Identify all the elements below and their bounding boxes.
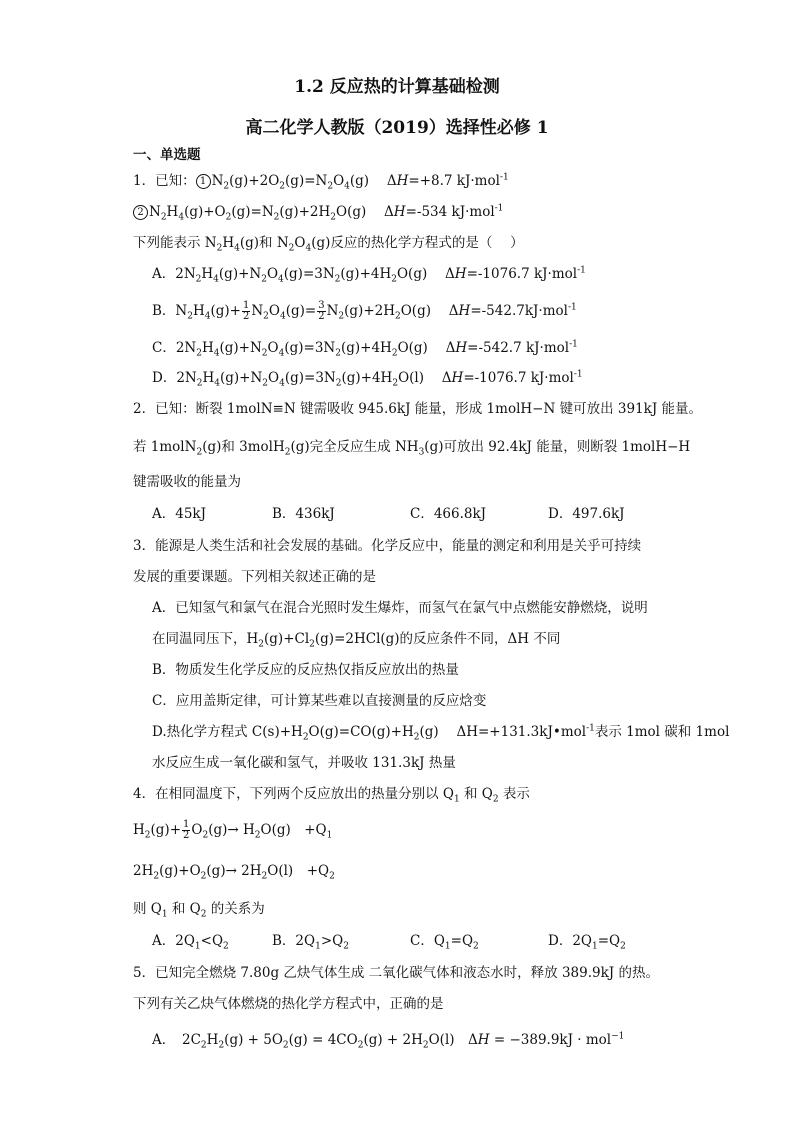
question-3-option-b[interactable]: B．物质发生化学反应的反应热仅指反应放出的热量 [152, 662, 459, 678]
question-4-prompt: 则 $Q_1$ 和 $Q_2$ 的关系为 [133, 901, 265, 920]
question-2-line-2: 若 1molN$_2$(g)和 3molH$_2$(g)完全反应生成 $NH_3(g)$可放出 92.4kJ 能量，则断裂 1molH−H [133, 439, 691, 458]
question-1-prompt: 下列能表示 $N_2H_4(g)$和 $N_2O_4(g)$反应的热化学方程式的是（ ） [133, 235, 524, 254]
question-2-option-a[interactable]: A．45kJ [152, 506, 207, 522]
question-1-line-2 [133, 203, 503, 221]
question-5-option-a[interactable]: A． $2C_2H_2(g) + 5O_2(g) = 4CO_2(g) + 2H_2O(l)$ ΔH = −389.9kJ · mol$^{-1}$ [152, 1031, 625, 1051]
circled-number-1: 1 [196, 174, 211, 189]
question-1-option-b[interactable]: B．$N_2H_4(g)+$ $\frac{1}{2}$ $N_2O_4(g)=$ $\frac{3}{2}$ $N_2(g)+2H_2O(g)$ ΔH=-542.7kJ·mol$^{-1}$ [152, 300, 577, 322]
question-1-option-a[interactable]: A．$2N_2H_4(g)+N_2O_4(g)=3N_2(g)+4H_2O(g)$ ΔH=-1076.7 kJ·mol$^{-1}$ [152, 265, 586, 285]
question-3-option-a-continued: 在同温同压下，$H_2(g)+Cl_2(g)=2HCl(g)$的反应条件不同，ΔH 不同 [152, 631, 561, 650]
question-3-option-d[interactable]: D.热化学方程式 $C(s)+H_2O(g)=CO(g)+H_2(g)$ ΔH=+131.3kJ•mol$^{-1}$表示 1mol 碳和 1mol [152, 723, 730, 743]
question-1-stem: 1．已知： [133, 173, 196, 189]
question-3-option-a[interactable]: A．已知氢气和氯气在混合光照时发生爆炸，而氢气在氯气中点燃能安静燃烧，说明 [152, 600, 648, 616]
question-5-line-1: 5．已知完全燃烧 7.80g 乙炔气体生成 二氧化碳气体和液态水时，释放 389.9kJ 的热。 [133, 965, 659, 981]
question-1-option-c[interactable]: C．$2N_2H_4(g)+N_2O_4(g)=3N_2(g)+4H_2O(g)$ ΔH=-542.7 kJ·mol$^{-1}$ [152, 339, 578, 359]
question-2-line-3: 键需吸收的能量为 [133, 474, 241, 490]
question-4-equation-1: $H_2(g)+$ $\frac{1}{2}$ $O_2(g)\to H_2O(g)$ $+Q_1$ [133, 819, 333, 841]
question-1-option-d[interactable]: D．$2N_2H_4(g)+N_2O_4(g)=3N_2(g)+4H_2O(l)$ ΔH=-1076.7 kJ·mol$^{-1}$ [152, 369, 583, 389]
question-2-option-b[interactable]: B．436kJ [272, 506, 335, 522]
question-5-line-2: 下列有关乙炔气体燃烧的热化学方程式中，正确的是 [133, 996, 444, 1012]
document-subtitle: 高二化学人教版（2019）选择性必修 1 [245, 118, 549, 138]
question-4-option-a[interactable]: A．$2Q_1<Q_2$ [152, 933, 229, 952]
question-4-option-d[interactable]: D．$2Q_1=Q_2$ [548, 933, 626, 952]
question-2-option-c[interactable]: C．466.8kJ [410, 506, 487, 522]
question-2-option-d[interactable]: D．497.6kJ [548, 506, 625, 522]
question-1-equation-2: $N_2H_4(g)+O_2(g)=N_2(g)+2H_2O(g)$ ΔH=-534 kJ·mol$^{-1}$ [149, 203, 504, 223]
question-4-option-c[interactable]: C．$Q_1=Q_2$ [410, 933, 479, 952]
section-heading: 一、单选题 [133, 147, 201, 163]
question-3-option-d-continued: 水反应生成一氧化碳和氢气，并吸收 131.3kJ 热量 [152, 755, 456, 771]
question-3-option-c[interactable]: C．应用盖斯定律，可计算某些难以直接测量的反应焓变 [152, 693, 487, 709]
question-3-line-2: 发展的重要课题。下列相关叙述正确的是 [133, 569, 376, 585]
question-2-line-1: 2．已知：断裂 1molN≡N 键需吸收 945.6kJ 能量，形成 1molH−N 键可放出 391kJ 能量。 [133, 401, 703, 417]
question-1-line-1 [133, 172, 509, 190]
question-4-equation-2: $2H_2(g)+O_2(g)\to 2H_2O(l)$ $+Q_2$ [133, 863, 335, 882]
document-title: 1.2 反应热的计算基础检测 [294, 77, 500, 97]
question-4-line-1: 4．在相同温度下，下列两个反应放出的热量分别以 $Q_1$ 和 $Q_2$ 表示 [133, 786, 530, 805]
question-3-line-1: 3．能源是人类生活和社会发展的基础。化学反应中，能量的测定和利用是关乎可持续 [133, 538, 642, 554]
circled-number-2: 2 [133, 205, 148, 220]
question-4-option-b[interactable]: B．$2Q_1>Q_2$ [272, 933, 349, 952]
question-1-equation-1: $N_2(g)+2O_2(g)=N_2O_4(g)$ ΔH=+8.7 kJ·mol$^{-1}$ [211, 172, 509, 192]
